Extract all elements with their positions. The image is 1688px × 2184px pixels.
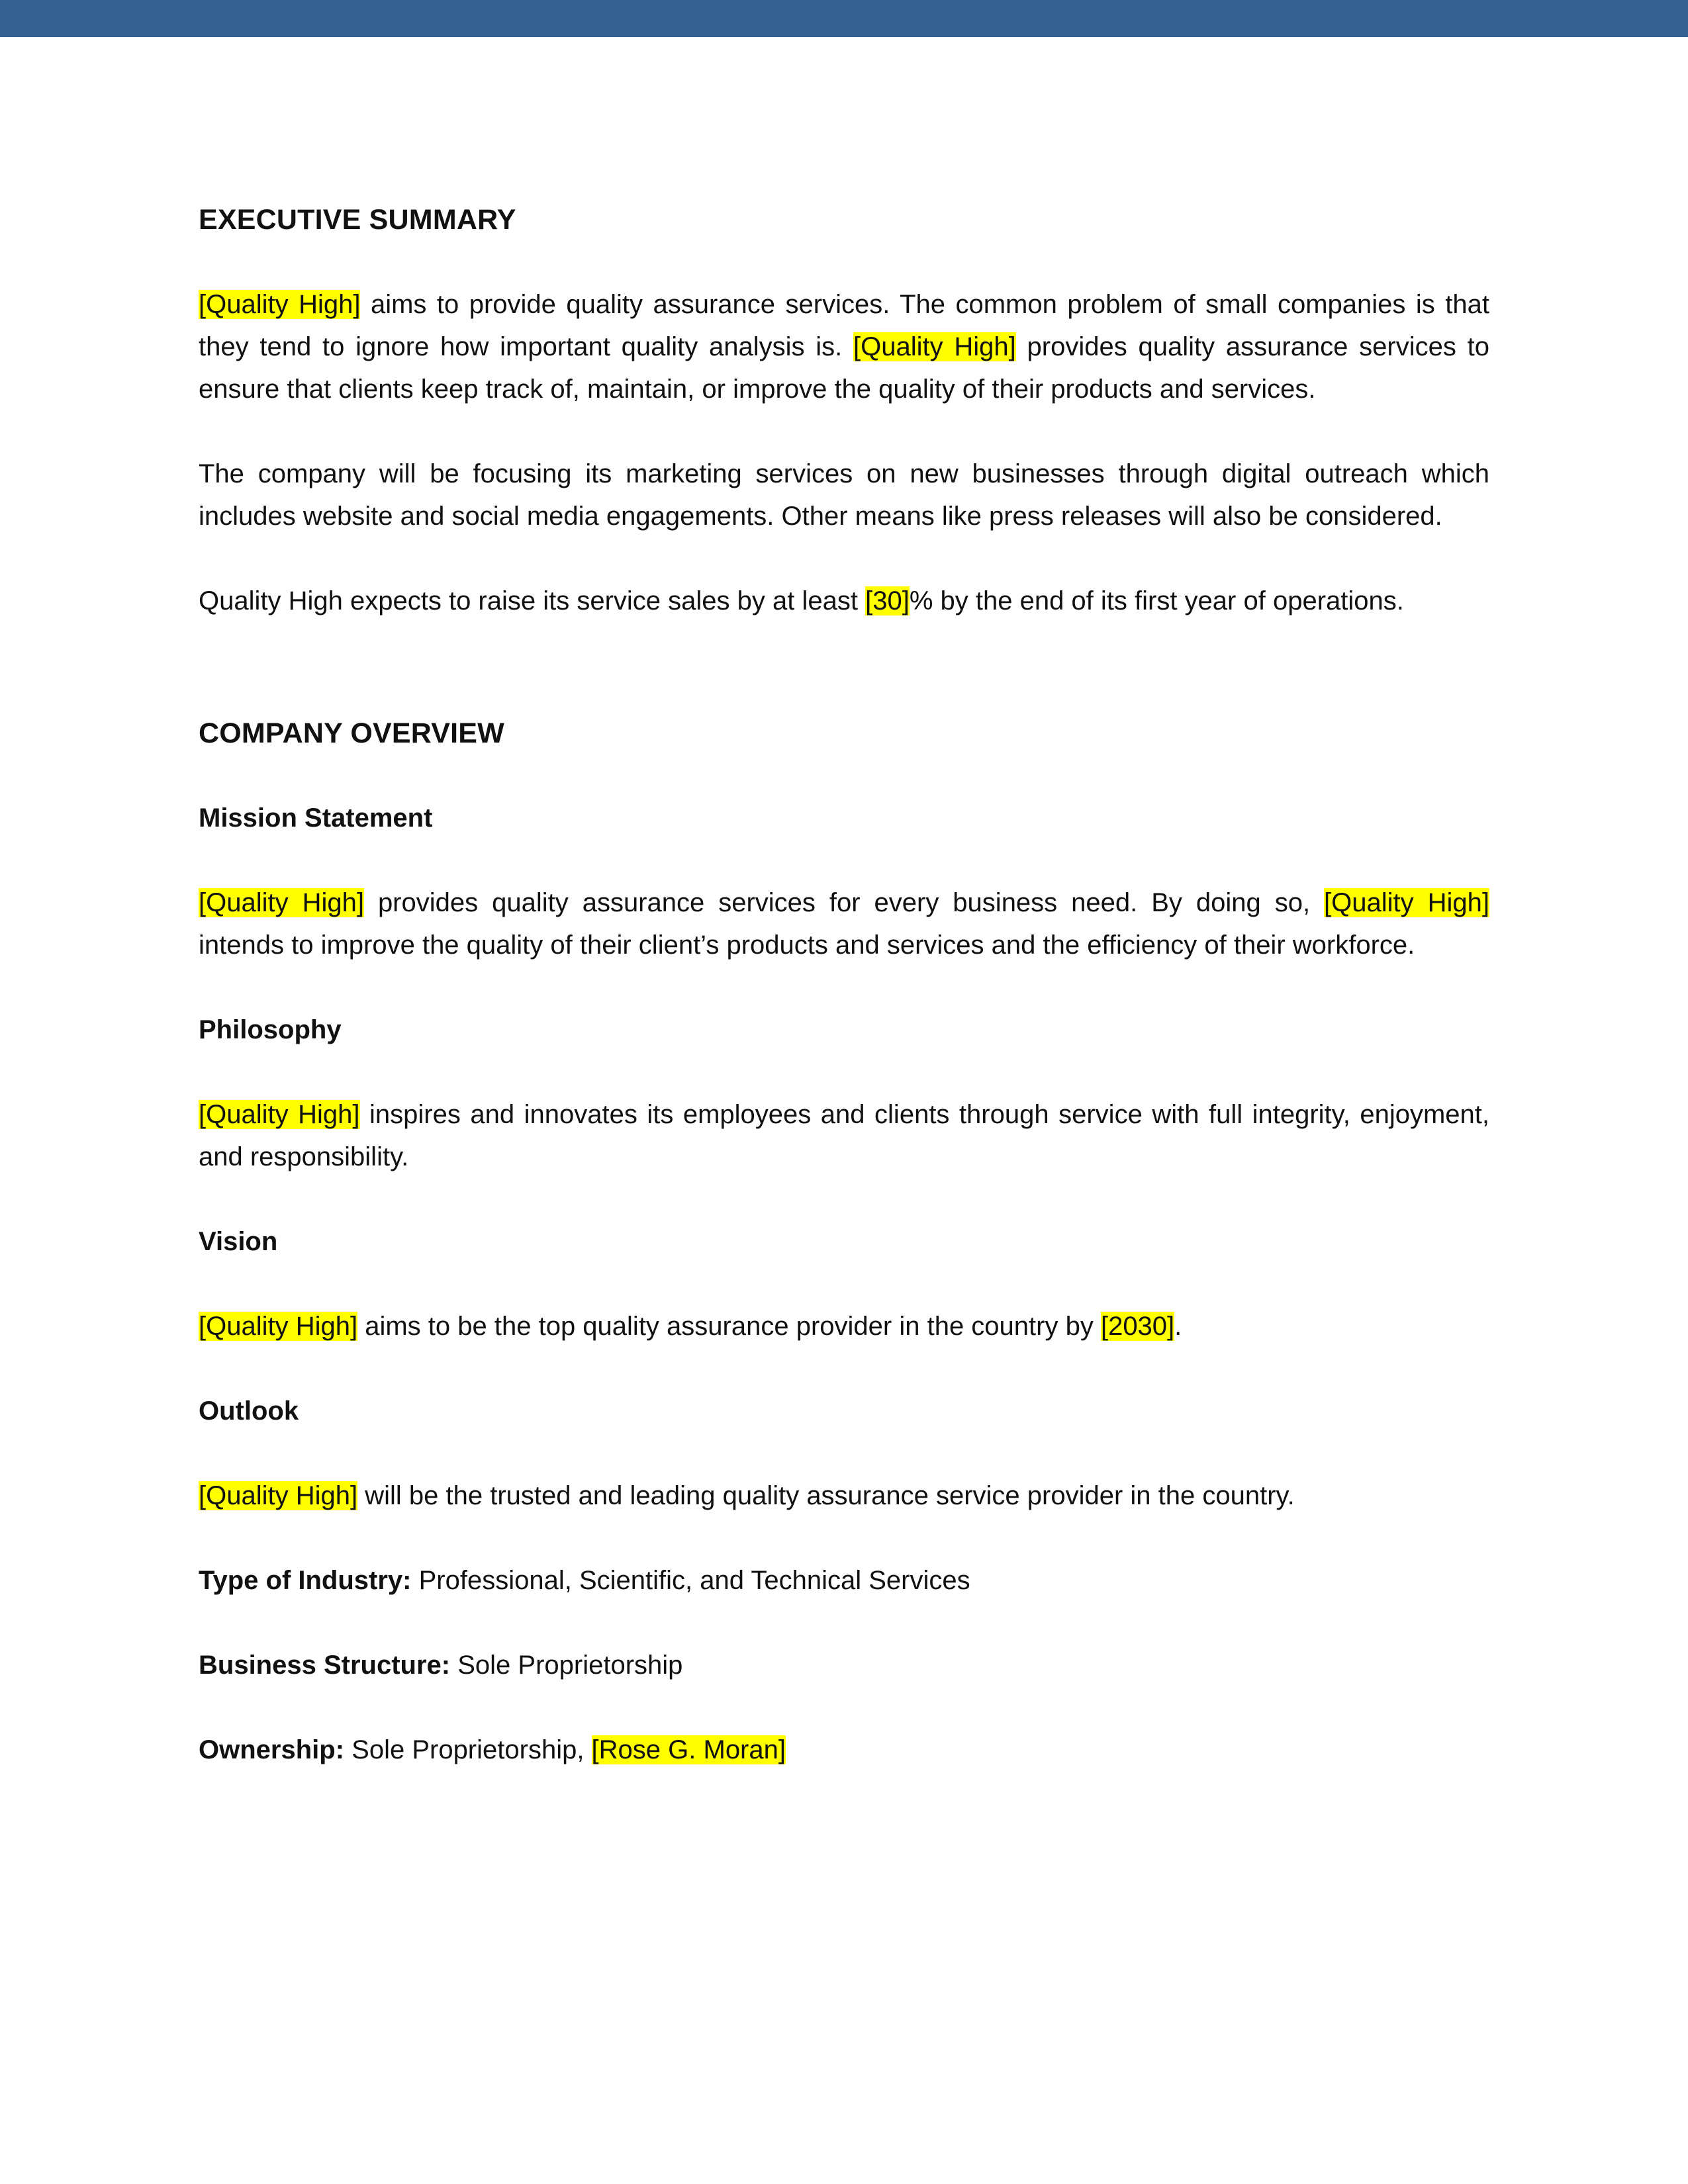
executive-summary-paragraph-3: [199, 580, 1489, 622]
outlook-paragraph: [199, 1475, 1489, 1517]
company-name-placeholder: [Quality High]: [1324, 888, 1490, 917]
business-structure-value: Sole Proprietorship: [450, 1651, 683, 1680]
ownership-label: Ownership:: [199, 1735, 345, 1764]
document-page: [199, 199, 1489, 1813]
company-name-placeholder: [Quality High]: [199, 1100, 360, 1129]
ownership-line: [199, 1729, 1489, 1771]
company-name-placeholder: [Quality High]: [199, 888, 364, 917]
executive-summary-heading: EXECUTIVE SUMMARY: [199, 204, 516, 236]
growth-percent-placeholder: [30]: [865, 586, 910, 615]
target-year-placeholder: [2030]: [1100, 1312, 1175, 1341]
ownership-value: Sole Proprietorship,: [344, 1735, 592, 1764]
paragraph-text: inspires and innovates its employees and clients through service with full integrity, enjoyment, and responsibility.: [199, 1100, 1489, 1171]
company-name-placeholder: [Quality High]: [199, 1312, 358, 1341]
vision-title: Vision: [199, 1227, 278, 1256]
paragraph-text: provides quality assurance services for every business need. By doing so,: [363, 888, 1325, 917]
philosophy-title: Philosophy: [199, 1015, 342, 1044]
executive-summary-paragraph-2: The company will be focusing its marketing services on new businesses through digital outreach which includes website and social media engagements. Other means like press releases will also be considered.: [199, 459, 1489, 531]
philosophy-paragraph: [199, 1093, 1489, 1178]
paragraph-text: Quality High expects to raise its service sales by at least: [199, 586, 866, 615]
paragraph-text: provides quality assurance services to ensure that clients keep track of, maintain, or improve the quality of their products and services.: [199, 332, 1489, 404]
industry-type-value: Professional, Scientific, and Technical Services: [411, 1566, 970, 1595]
section-spacer: [199, 664, 1489, 712]
paragraph-text: aims to provide quality assurance services. The common problem of small companies is that they tend to ignore how important quality analysis is.: [199, 290, 1489, 361]
mission-statement-paragraph: [199, 882, 1489, 966]
outlook-title: Outlook: [199, 1396, 299, 1426]
paragraph-text: .: [1174, 1312, 1182, 1341]
mission-statement-title: Mission Statement: [199, 803, 433, 833]
paragraph-text: intends to improve the quality of their client’s products and services and the efficiency of their workforce.: [199, 931, 1415, 960]
company-overview-heading: COMPANY OVERVIEW: [199, 717, 504, 749]
paragraph-text: aims to be the top quality assurance provider in the country by: [357, 1312, 1101, 1341]
paragraph-text: will be the trusted and leading quality assurance service provider in the country.: [357, 1481, 1295, 1510]
company-name-placeholder: [Quality High]: [853, 332, 1016, 361]
company-name-placeholder: [Quality High]: [199, 1481, 358, 1510]
paragraph-text: % by the end of its first year of operations.: [909, 586, 1404, 615]
executive-summary-paragraph-1: [199, 283, 1489, 410]
vision-paragraph: [199, 1305, 1489, 1347]
owner-name-placeholder: [Rose G. Moran]: [591, 1735, 786, 1764]
business-structure-line: [199, 1644, 1489, 1686]
header-color-bar: [0, 0, 1688, 37]
business-structure-label: Business Structure:: [199, 1651, 451, 1680]
industry-type-line: [199, 1559, 1489, 1602]
company-name-placeholder: [Quality High]: [199, 290, 361, 319]
industry-type-label: Type of Industry:: [199, 1566, 412, 1595]
